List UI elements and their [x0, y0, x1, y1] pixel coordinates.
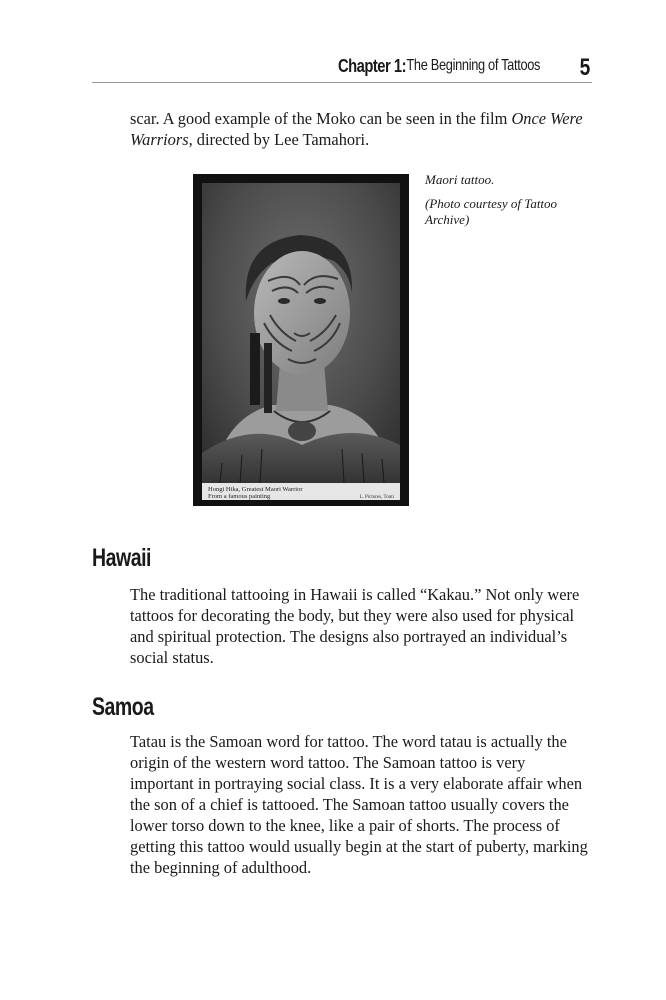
figure-caption [425, 172, 575, 236]
page-number: 5 [579, 54, 590, 81]
photo-credit: (Photo courtesy of Tattoo Archive) [425, 196, 558, 227]
section-body-samoa: Tatau is the Samoan word for tattoo. The word tatau is actually the origin of the western word tattoo. The Samoan tattoo is very important in portraying social class. It is a very elaborate affair when the son of a chief is tattooed. The Samoan tattoo usually covers the lower torso down to the knee, like a pair of shorts. The process of getting this tattoo would usually begin at the start of puberty, marking the beginning of adulthood. [130, 732, 588, 877]
intro-text-before: scar. A good example of the Moko can be seen in the film [130, 109, 512, 128]
photo-inscription-line2: From a famous painting [208, 493, 271, 500]
section-heading-hawaii: Hawaii [92, 544, 151, 572]
photo-inscription-line1: Hongi Hika, Greatest Maori Warrior [208, 486, 303, 493]
maori-portrait-photo [193, 174, 409, 506]
intro-text-after: , directed by Lee Tamahori. [188, 130, 370, 149]
caption-text: Maori tattoo. [425, 172, 495, 187]
section-heading-samoa: Samoa [92, 693, 154, 721]
running-header [92, 54, 592, 83]
film-title: Once Were Warriors [130, 109, 583, 149]
chapter-title: The Beginning of Tattoos [406, 57, 540, 74]
section-body-hawaii: The traditional tattooing in Hawaii is called “Kakau.” Not only were tattoos for decorating the body, but they were also used for physical and spiritual protection. The designs also portrayed an individual’s social status. [130, 585, 580, 667]
chapter-label: Chapter 1: [337, 56, 406, 76]
intro-paragraph [130, 108, 592, 150]
photo-inscription-right: L. Pictures, Tonti [359, 495, 394, 500]
